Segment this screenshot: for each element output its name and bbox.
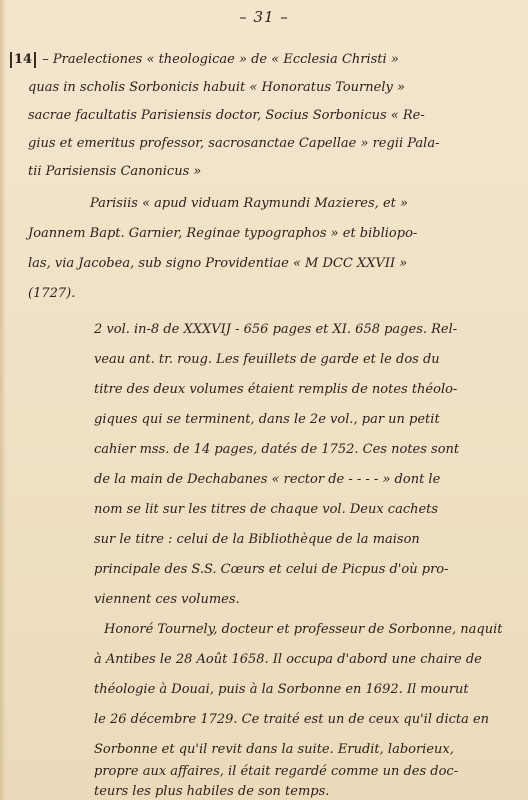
description-line: titre des deux volumes étaient remplis de notes théolo- — [94, 382, 458, 397]
entry-title-line: tii Parisiensis Canonicus » — [28, 164, 202, 179]
biography-line: à Antibes le 28 Août 1658. Il occupa d'abord une chaire de — [94, 652, 482, 667]
description-line: sur le titre : celui de la Bibliothèque de la maison — [94, 532, 420, 547]
description-line: principale des S.S. Cœurs et celui de Picpus d'où pro- — [94, 562, 449, 577]
biography-line: teurs les plus habiles de son temps. — [94, 784, 330, 799]
biography-line: le 26 décembre 1729. Ce traité est un de ceux qu'il dicta en — [94, 712, 490, 727]
description-line: veau ant. tr. roug. Les feuillets de garde et le dos du — [94, 352, 440, 367]
description-line: nom se lit sur les titres de chaque vol. Deux cachets — [94, 502, 439, 517]
entry-title-line: sacrae facultatis Parisiensis doctor, Socius Sorbonicus « Re- — [28, 108, 425, 123]
biography-line: théologie à Douai, puis à la Sorbonne en 1692. Il mourut — [94, 682, 469, 697]
entry-title-line — [10, 52, 399, 68]
page-edge-shadow — [0, 0, 6, 800]
biography-line: Honoré Tournely, docteur et professeur de Sorbonne, naquit — [104, 622, 503, 637]
description-line: cahier mss. de 14 pages, datés de 1752. Ces notes sont — [94, 442, 460, 457]
description-line: viennent ces volumes. — [94, 592, 240, 607]
imprint-line: Joannem Bapt. Garnier, Reginae typographos » et bibliopo- — [28, 226, 418, 241]
biography-line: propre aux affaires, il était regardé comme un des doc- — [94, 764, 459, 779]
biography-line: Sorbonne et qu'il revit dans la suite. Erudit, laborieux, — [94, 742, 454, 757]
imprint-line: las, via Jacobea, sub signo Providentiae « M DCC XXVII » — [28, 256, 408, 271]
description-line: de la main de Dechabanes « rector de - - - - » dont le — [94, 472, 441, 487]
description-line: giques qui se terminent, dans le 2e vol., par un petit — [94, 412, 440, 427]
page-number: – 31 – — [239, 8, 289, 26]
imprint-line: Parisiis « apud viduam Raymundi Mazieres, et » — [90, 196, 408, 211]
entry-title-line: quas in scholis Sorbonicis habuit « Honoratus Tournely » — [28, 80, 405, 95]
entry-number: 14 — [10, 52, 36, 68]
entry-title-line: gius et emeritus professor, sacrosanctae Capellae » regii Pala- — [28, 136, 440, 151]
imprint-line: (1727). — [28, 286, 76, 301]
description-line: 2 vol. in-8 de XXXVIJ - 656 pages et XI. 658 pages. Rel- — [94, 322, 458, 337]
entry-title-text: – Praelectiones « theologicae » de « Ecclesia Christi » — [42, 52, 399, 67]
